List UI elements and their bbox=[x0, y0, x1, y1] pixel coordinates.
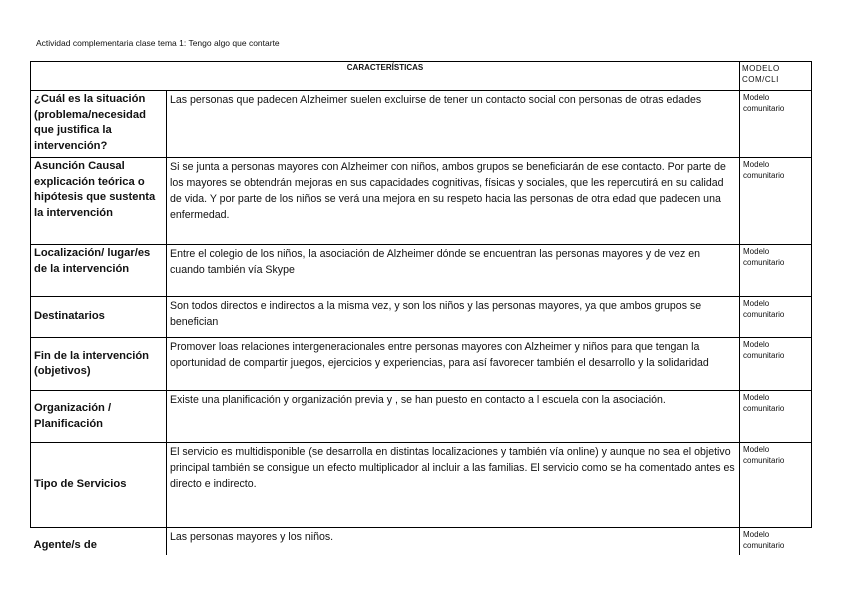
row-model-location: Modelo comunitario bbox=[740, 245, 812, 297]
row-model-agents: Modelo comunitario bbox=[740, 528, 812, 555]
table-row bbox=[31, 443, 812, 528]
row-label-causal-assumption: Asunción Causal explicación teórica o hipótesis que sustenta la intervención bbox=[31, 158, 167, 245]
row-description-objectives: Promover loas relaciones intergeneracionales entre personas mayores con Alzheimer y niños para que tengan la oportunidad de compartir juegos, ejercicios y experiencias, para así favorecer también el desarrollo y la solidaridad bbox=[167, 338, 740, 391]
row-model-causal-assumption: Modelo comunitario bbox=[740, 158, 812, 245]
row-label-recipients: Destinatarios bbox=[31, 297, 167, 338]
table-row bbox=[31, 528, 812, 555]
table-row bbox=[31, 338, 812, 391]
row-description-service-type: El servicio es multidisponible (se desarrolla en distintas localizaciones y también vía online) y aunque no sea el objetivo principal también se consigue un efecto multiplicador al incluir a las familias. El servicio como se ha comentado antes es directo e indirecto. bbox=[167, 443, 740, 528]
table-row bbox=[31, 158, 812, 245]
table-row bbox=[31, 91, 812, 158]
row-model-recipients: Modelo comunitario bbox=[740, 297, 812, 338]
row-label-service-type: Tipo de Servicios bbox=[31, 443, 167, 528]
table-row bbox=[31, 245, 812, 297]
document-caption: Actividad complementaria clase tema 1: Tengo algo que contarte bbox=[36, 38, 280, 48]
header-model: MODELO COM/CLI bbox=[740, 62, 812, 91]
table-header-row bbox=[31, 62, 812, 91]
row-model-situation: Modelo comunitario bbox=[740, 91, 812, 158]
table-row bbox=[31, 391, 812, 443]
row-description-agents: Las personas mayores y los niños. bbox=[167, 528, 740, 555]
row-label-situation: ¿Cuál es la situación (problema/necesidad que justifica la intervención? bbox=[31, 91, 167, 158]
row-model-objectives: Modelo comunitario bbox=[740, 338, 812, 391]
row-description-location: Entre el colegio de los niños, la asociación de Alzheimer dónde se encuentran las personas mayores y de vez en cuando también vía Skype bbox=[167, 245, 740, 297]
row-model-service-type: Modelo comunitario bbox=[740, 443, 812, 528]
table-row bbox=[31, 297, 812, 338]
row-description-causal-assumption: Si se junta a personas mayores con Alzheimer con niños, ambos grupos se beneficiarán de ese contacto. Por parte de los mayores se obtendrán mejoras en sus capacidades cognitivas, físicas y sociales, que les repercutirá en su calidad de vida. Y por parte de los niños se verá una mejora en su respeto hacia las personas de otra edad que padecen una enfermedad. bbox=[167, 158, 740, 245]
row-description-recipients: Son todos directos e indirectos a la misma vez, y son los niños y las personas mayores, ya que ambos grupos se benefician bbox=[167, 297, 740, 338]
row-description-situation: Las personas que padecen Alzheimer suelen excluirse de tener un contacto social con personas de otras edades bbox=[167, 91, 740, 158]
row-label-objectives: Fin de la intervención (objetivos) bbox=[31, 338, 167, 391]
row-label-agents: Agente/s de bbox=[31, 528, 167, 555]
row-label-organization: Organización / Planificación bbox=[31, 391, 167, 443]
header-characteristics: CARACTERÍSTICAS bbox=[31, 62, 740, 91]
row-description-organization: Existe una planificación y organización previa y , se han puesto en contacto a l escuela con la asociación. bbox=[167, 391, 740, 443]
row-model-organization: Modelo comunitario bbox=[740, 391, 812, 443]
characteristics-table bbox=[30, 61, 812, 555]
row-label-location: Localización/ lugar/es de la intervención bbox=[31, 245, 167, 297]
